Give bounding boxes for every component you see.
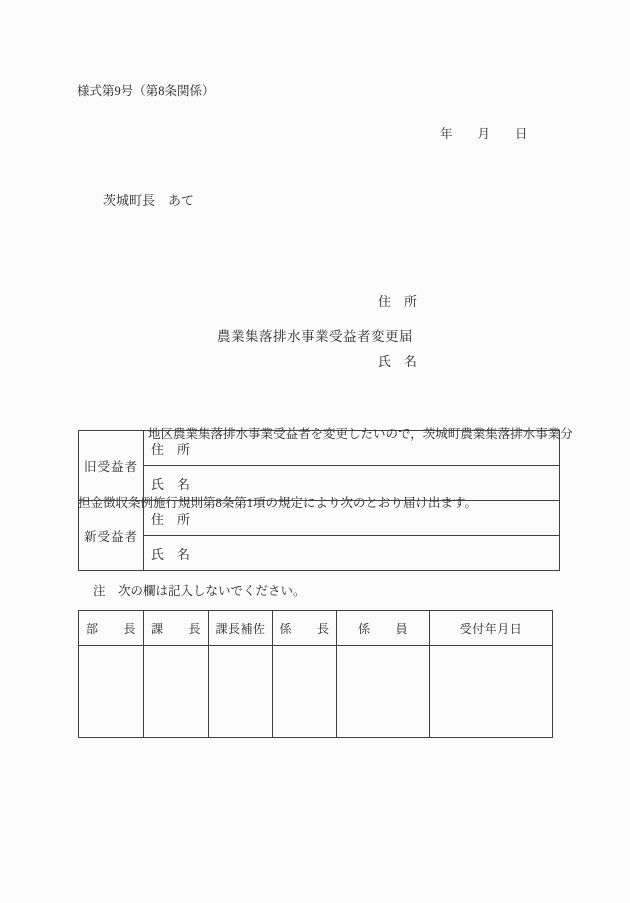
blank-cell-kakaricho (273, 646, 337, 738)
blank-cell-kacho (144, 646, 209, 738)
applicant-name-label: 氏 名 (378, 354, 418, 369)
blank-cell-kakariin (337, 646, 430, 738)
approval-blank-row (79, 646, 553, 738)
header-kakariin: 係 員 (337, 611, 430, 646)
table-row (79, 466, 560, 501)
date-line: 年 月 日 (440, 127, 528, 141)
header-kakaricho: 係 長 (273, 611, 337, 646)
header-kacho-hosa: 課長補佐 (209, 611, 273, 646)
table-row (79, 431, 560, 466)
beneficiary-table (78, 430, 560, 571)
table-row (79, 501, 560, 536)
form-title: 農業集落排水事業受益者変更届 (217, 329, 413, 344)
new-beneficiary-address-cell: 住 所 (144, 501, 560, 536)
old-beneficiary-name-cell: 氏 名 (144, 466, 560, 501)
note: 注 次の欄は記入しないでください。 (93, 584, 306, 598)
old-beneficiary-label: 旧受益者 (79, 431, 144, 501)
form-number: 様式第9号（第8条関係） (77, 84, 215, 98)
blank-cell-reception-date (430, 646, 553, 738)
header-reception-date: 受付年月日 (430, 611, 553, 646)
header-kacho: 課 長 (144, 611, 209, 646)
applicant-address-label: 住 所 (378, 294, 418, 309)
blank-cell-kacho-hosa (209, 646, 273, 738)
header-bucho: 部 長 (79, 611, 144, 646)
approval-table (78, 610, 553, 738)
table-row (79, 536, 560, 571)
addressee: 茨城町長 あて (103, 193, 195, 208)
blank-cell-bucho (79, 646, 144, 738)
old-beneficiary-address-cell: 住 所 (144, 431, 560, 466)
new-beneficiary-label: 新受益者 (79, 501, 144, 571)
new-beneficiary-name-cell: 氏 名 (144, 536, 560, 571)
body-line-1: 地区農業集落排水事業受益者を変更したいので，茨城町農業集落排水事業分 (148, 427, 573, 441)
approval-header-row (79, 611, 553, 646)
body-line-2: 担金徴収条例施行規則第8条第1項の規定により次のとおり届け出ます。 (78, 496, 478, 510)
